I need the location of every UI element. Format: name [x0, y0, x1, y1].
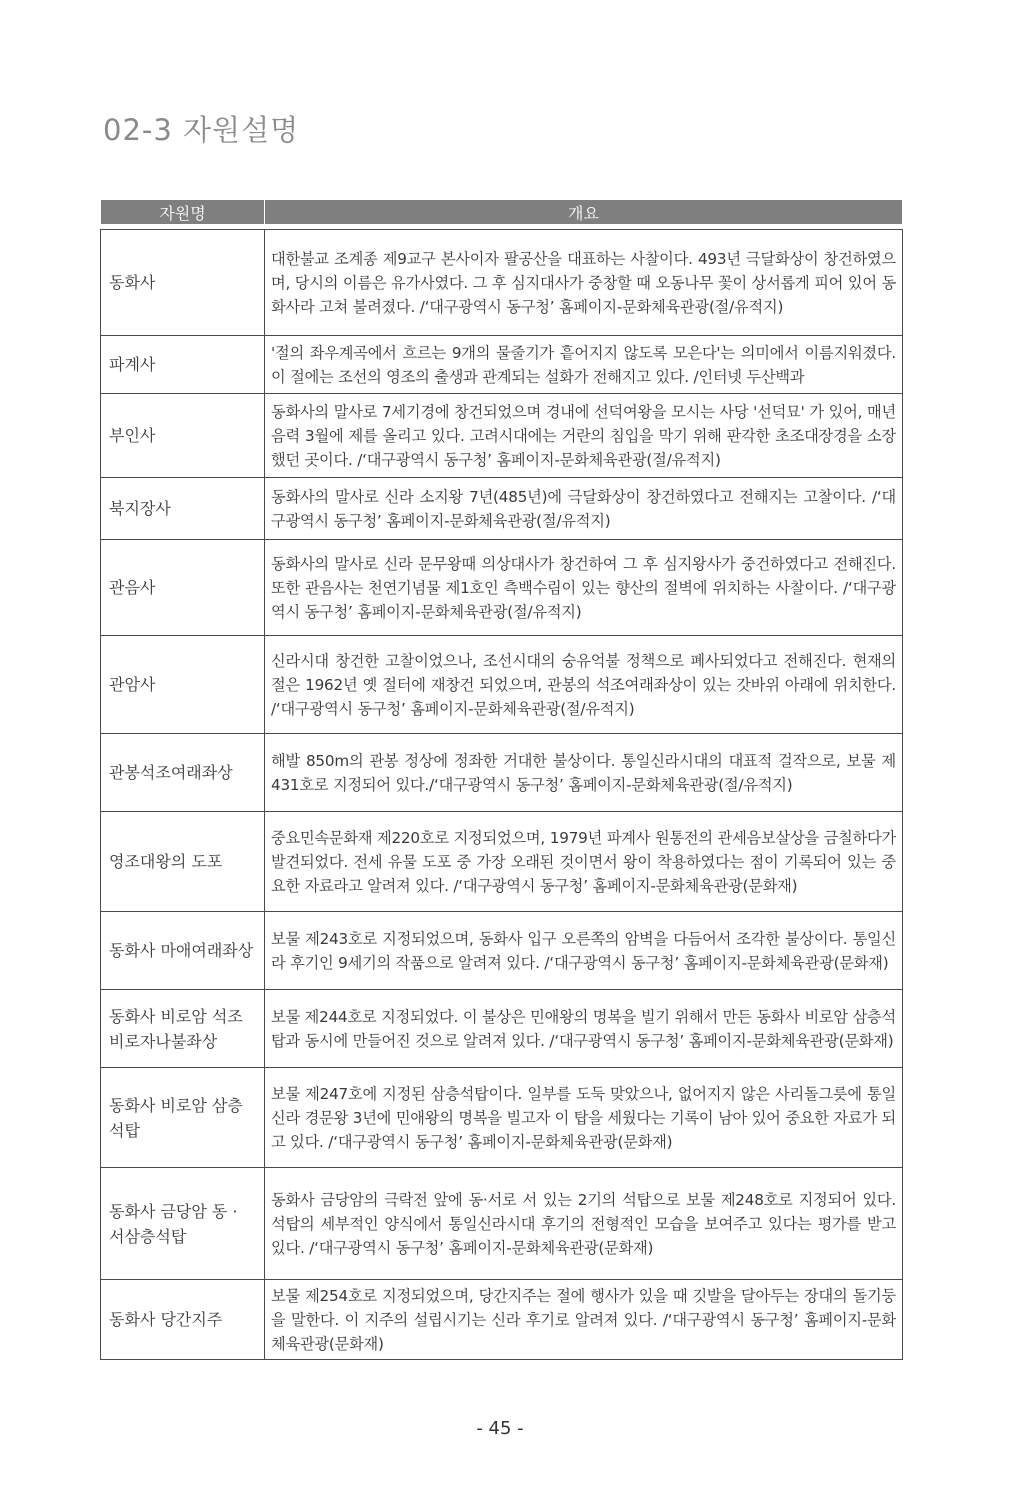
table-row — [101, 394, 903, 478]
table-row — [101, 478, 903, 540]
table-row — [101, 540, 903, 636]
table-row — [101, 636, 903, 734]
resource-name: 북지장사 — [101, 478, 265, 540]
resource-name: 동화사 비로암 석조비로자나불좌상 — [101, 990, 265, 1068]
table-row — [101, 912, 903, 990]
table-header-row — [101, 200, 903, 224]
table-row — [101, 812, 903, 912]
resource-description: 해발 850m의 관봉 정상에 정좌한 거대한 불상이다. 통일신라시대의 대표적 걸작으로, 보물 제 431호로 지정되어 있다./‘대구광역시 동구청’ 홈페이지-문화체육관광(절/유적지) — [265, 734, 903, 812]
resource-description: 동화사 금당암의 극락전 앞에 동·서로 서 있는 2기의 석탑으로 보물 제248호로 지정되어 있다. 석탑의 세부적인 양식에서 통일신라시대 후기의 전형적인 모습을 보여주고 있다는 평가를 받고 있다. /‘대구광역시 동구청’ 홈페이지-문화체육관광(문화재) — [265, 1168, 903, 1280]
page-number: - 45 - — [476, 1418, 524, 1439]
table-row — [101, 230, 903, 336]
table-row — [101, 1280, 903, 1360]
resource-description: 중요민속문화재 제220호로 지정되었으며, 1979년 파계사 원통전의 관세음보살상을 금칠하다가 발견되었다. 전세 유물 도포 중 가장 오래된 것이면서 왕이 착용하였다는 점이 기록되어 있는 중요한 자료라고 알려져 있다. /‘대구광역시 동구청’ 홈페이지-문화체육관광(문화재) — [265, 812, 903, 912]
resource-description: 보물 제247호에 지정된 삼층석탑이다. 일부를 도둑 맞았으나, 없어지지 않은 사리돌그릇에 통일신라 경문왕 3년에 민애왕의 명복을 빌고자 이 탑을 세웠다는 기록이 남아 있어 중요한 자료가 되고 있다. /‘대구광역시 동구청’ 홈페이지-문화체육관광(문화재) — [265, 1068, 903, 1168]
header-resource-name: 자원명 — [101, 200, 265, 224]
resource-name: 영조대왕의 도포 — [101, 812, 265, 912]
header-overview: 개요 — [265, 200, 903, 224]
resource-name: 동화사 금당암 동 · 서삼층석탑 — [101, 1168, 265, 1280]
resource-description: 보물 제254호로 지정되었으며, 당간지주는 절에 행사가 있을 때 깃발을 달아두는 장대의 돌기둥을 말한다. 이 지주의 설립시기는 신라 후기로 알려져 있다. /‘대구광역시 동구청’ 홈페이지-문화체육관광(문화재) — [265, 1280, 903, 1360]
table-row — [101, 1168, 903, 1280]
resource-name: 동화사 — [101, 230, 265, 336]
resource-name: 관음사 — [101, 540, 265, 636]
resource-description: 보물 제243호로 지정되었으며, 동화사 입구 오른쪽의 암벽을 다듬어서 조각한 불상이다. 통일신라 후기인 9세기의 작품으로 알려져 있다. /‘대구광역시 동구청’ 홈페이지-문화체육관광(문화재) — [265, 912, 903, 990]
resource-description: 동화사의 말사로 신라 소지왕 7년(485년)에 극달화상이 창건하였다고 전해지는 고찰이다. /‘대구광역시 동구청’ 홈페이지-문화체육관광(절/유적지) — [265, 478, 903, 540]
resource-name: 관암사 — [101, 636, 265, 734]
table-row — [101, 990, 903, 1068]
resource-name: 동화사 마애여래좌상 — [101, 912, 265, 990]
resource-description: 동화사의 말사로 7세기경에 창건되었으며 경내에 선덕여왕을 모시는 사당 '선덕묘' 가 있어, 매년 음력 3월에 제를 올리고 있다. 고려시대에는 거란의 침입을 막기 위해 판각한 초조대장경을 소장했던 곳이다. /‘대구광역시 동구청’ 홈페이지-문화체육관광(절/유적지) — [265, 394, 903, 478]
resource-description: 동화사의 말사로 신라 문무왕때 의상대사가 창건하여 그 후 심지왕사가 중건하였다고 전해진다. 또한 관음사는 천연기념물 제1호인 측백수림이 있는 향산의 절벽에 위치하는 사찰이다. /‘대구광역시 동구청’ 홈페이지-문화체육관광(절/유적지) — [265, 540, 903, 636]
resource-description: 대한불교 조계종 제9교구 본사이자 팔공산을 대표하는 사찰이다. 493년 극달화상이 창건하였으며, 당시의 이름은 유가사였다. 그 후 심지대사가 중창할 때 오동나무 꽃이 상서롭게 피어 있어 동화사라 고쳐 불려졌다. /‘대구광역시 동구청’ 홈페이지-문화체육관광(절/유적지) — [265, 230, 903, 336]
page-title: 02-3 자원설명 — [103, 113, 300, 147]
resource-name: 동화사 당간지주 — [101, 1280, 265, 1360]
resource-description: '절의 좌우계곡에서 흐르는 9개의 물줄기가 흩어지지 않도록 모은다'는 의미에서 이름지워졌다. 이 절에는 조선의 영조의 출생과 관계되는 설화가 전해지고 있다. /인터넷 두산백과 — [265, 336, 903, 394]
table-row — [101, 336, 903, 394]
table-row — [101, 1068, 903, 1168]
resource-description: 신라시대 창건한 고찰이었으나, 조선시대의 숭유억불 정책으로 폐사되었다고 전해진다. 현재의 절은 1962년 옛 절터에 재창건 되었으며, 관봉의 석조여래좌상이 있는 갓바위 아래에 위치한다. /‘대구광역시 동구청’ 홈페이지-문화체육관광(절/유적지) — [265, 636, 903, 734]
resource-table — [100, 200, 903, 1360]
resource-name: 관봉석조여래좌상 — [101, 734, 265, 812]
resource-name: 부인사 — [101, 394, 265, 478]
table-row — [101, 734, 903, 812]
resource-description: 보물 제244호로 지정되었다. 이 불상은 민애왕의 명복을 빌기 위해서 만든 동화사 비로암 삼층석탑과 동시에 만들어진 것으로 알려져 있다. /‘대구광역시 동구청’ 홈페이지-문화체육관광(문화재) — [265, 990, 903, 1068]
resource-name: 동화사 비로암 삼층석탑 — [101, 1068, 265, 1168]
resource-name: 파계사 — [101, 336, 265, 394]
